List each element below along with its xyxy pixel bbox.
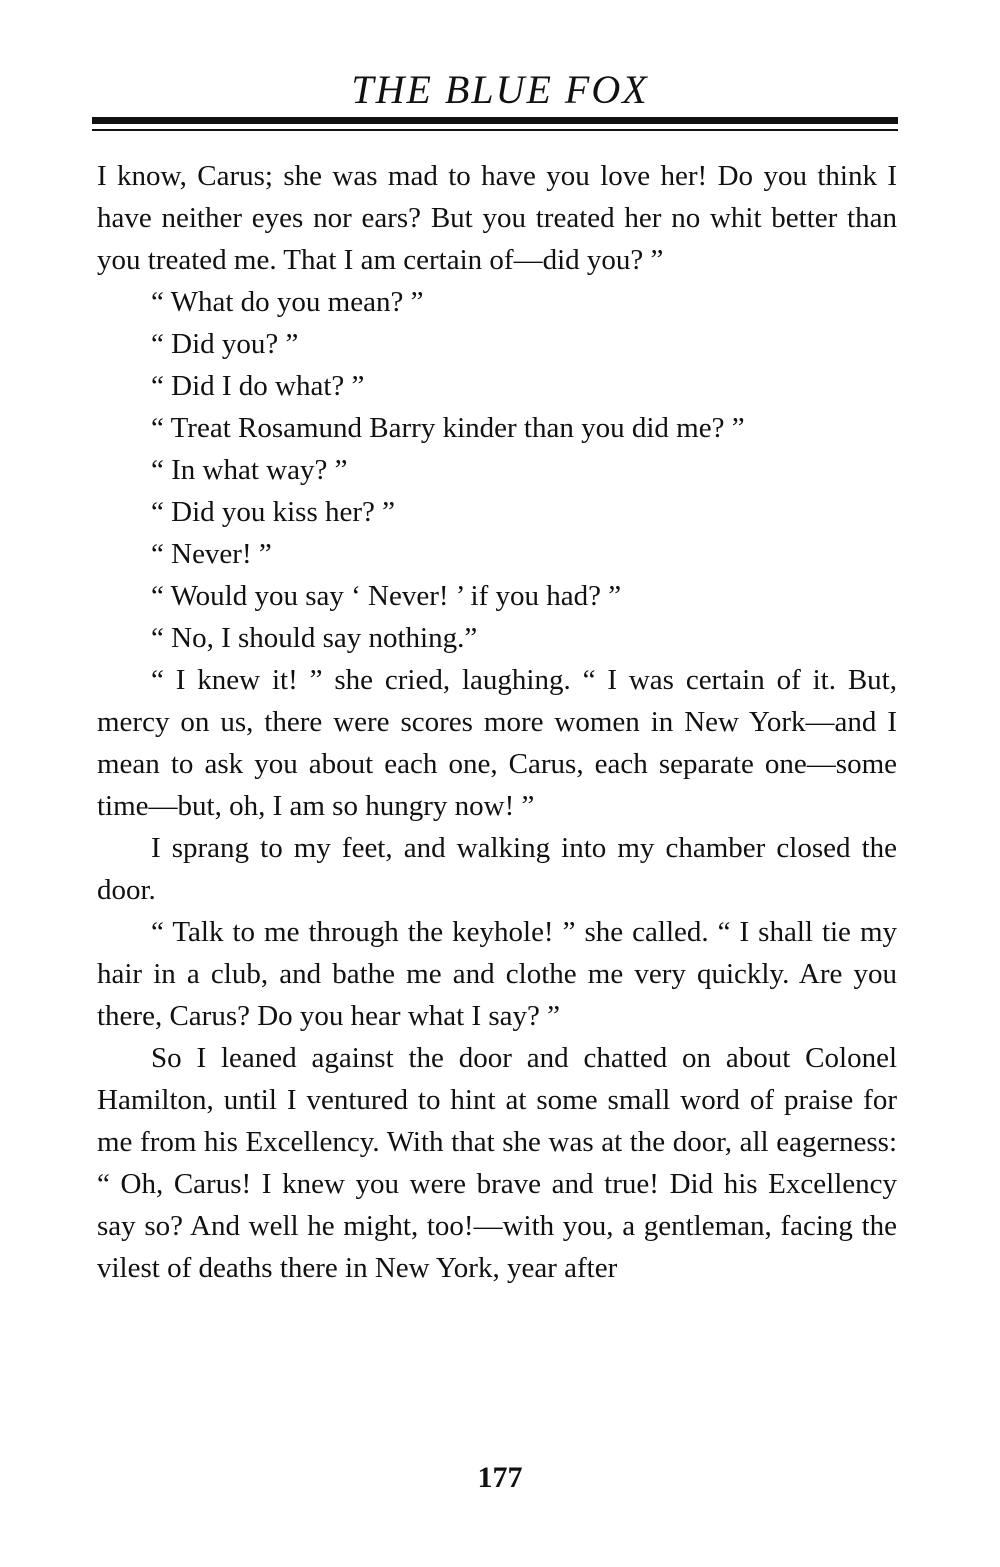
page-number: 177 <box>477 1461 523 1494</box>
dialogue-line: “ Never! ” <box>151 538 272 570</box>
dialogue-line: “ Did I do what? ” <box>151 370 365 402</box>
running-head-title: THE BLUE FOX <box>351 67 649 112</box>
body-text <box>97 155 897 1289</box>
paragraph: So I leaned against the door and chatted on about Colonel Hamilton, until I ventured to hint at some small word of praise for me from his Excellency. With that she was at the door, all eagerness: “ Oh, Carus! I knew you were brave and true! Did his Excellency say so? And well he might, too!—with you, a gentleman, facing the vilest of deaths there in New York, year after <box>97 1042 897 1284</box>
paragraph: “ I knew it! ” she cried, laughing. “ I was certain of it. But, mercy on us, there were scores more women in New York—and I mean to ask you about each one, Carus, each separate one—some time—but, oh, I am so hungry now! ” <box>97 664 897 822</box>
paragraph: “ Talk to me through the keyhole! ” she called. “ I shall tie my hair in a club, and bathe me and clothe me very quickly. Are you there, Carus? Do you hear what I say? ” <box>97 916 897 1032</box>
dialogue-line: “ What do you mean? ” <box>151 286 424 318</box>
header-rule-thin <box>92 129 898 131</box>
paragraph-continuation: I know, Carus; she was mad to have you love her! Do you think I have neither eyes nor ears? But you treated her no whit better than you treated me. That I am certain of—did you? ” <box>97 160 897 276</box>
paragraph: I sprang to my feet, and walking into my chamber closed the door. <box>97 832 897 906</box>
dialogue-line: “ No, I should say nothing.” <box>151 622 478 654</box>
dialogue-line: “ Treat Rosamund Barry kinder than you did me? ” <box>151 412 745 444</box>
header-rule-thick <box>92 117 898 124</box>
dialogue-line: “ Did you kiss her? ” <box>151 496 396 528</box>
dialogue-line: “ Did you? ” <box>151 328 299 360</box>
dialogue-line: “ Would you say ‘ Never! ’ if you had? ” <box>151 580 622 612</box>
dialogue-line: “ In what way? ” <box>151 454 348 486</box>
